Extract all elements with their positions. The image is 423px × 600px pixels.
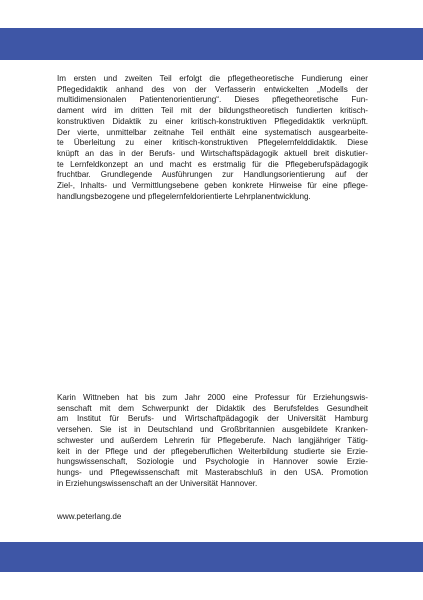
text-line: handlungsbezogene und pflegelernfeldorientierte Lehrplanentwicklung.	[57, 191, 311, 201]
author-biography	[57, 393, 368, 489]
text-line: in Erziehungswissenschaft an der Universität Hannover.	[57, 478, 258, 488]
text-line: fruchtbar. Grundlegende Ausführungen zur Handlungsorientierung auf der	[57, 170, 368, 180]
bottom-color-band	[0, 542, 423, 572]
text-line: dament wird im dritten Teil mit der bildungstheoretisch fundierten kritisch-	[57, 106, 368, 116]
text-line: te Lernfeldkonzept an und macht es erstmalig für die Pflegeberufspädagogik	[57, 159, 368, 169]
text-line: multidimensionalen Patientenorientierung“. Dieses pflegetheoretische Fun-	[57, 95, 368, 105]
text-line: hungs- und Pflegewissenschaft mit Masterabschluß in den USA. Promotion	[57, 467, 368, 477]
text-line: konstruktiven Didaktik zu einer kritisch-konstruktiven Pflegedidaktik verknüpft.	[57, 116, 368, 126]
text-line: keit in der Pflege und der pflegeberuflichen Weiterbildung studierte sie Erzie-	[57, 446, 368, 456]
text-line: hungswissenschaft, Soziologie und Psychologie in Hannover sowie Erzie-	[57, 457, 368, 467]
text-line: Pflegedidaktik anhand des von der Verfasserin entwickelten „Modells der	[57, 84, 368, 94]
text-line: Der vierte, unmittelbar zeitnahe Teil enthält eine systematisch ausgearbeite-	[57, 127, 368, 137]
text-line: senschaft mit dem Schwerpunkt der Didaktik des Berufsfeldes Gesundheit	[57, 403, 368, 413]
text-line: am Institut für Berufs- und Wirtschaftpädagogik der Universität Hamburg	[57, 414, 368, 424]
text-line: knüpft an das in der Berufs- und Wirtschaftspädagogik aktuell breit diskutier-	[57, 148, 368, 158]
text-line: Ziel-, Inhalts- und Vermittlungsebene geben konkrete Hinweise für eine pflege-	[57, 181, 368, 191]
text-line: Im ersten und zweiten Teil erfolgt die pflegetheoretische Fundierung einer	[57, 74, 368, 83]
text-line: te Überleitung zu einer kritisch-konstruktiven Pflegelernfelddidaktik. Diese	[57, 138, 368, 148]
text-line: Karin Wittneben hat bis zum Jahr 2000 eine Professur für Erziehungswis-	[57, 393, 368, 402]
publisher-url[interactable]: www.peterlang.de	[57, 512, 122, 521]
text-line: schwester und außerdem Lehrerin für Pflegeberufe. Nach langjähriger Tätig-	[57, 435, 368, 445]
description-paragraph	[57, 74, 368, 202]
top-color-band	[0, 28, 423, 60]
text-line: versehen. Sie ist in Deutschland und Großbritannien ausgebildete Kranken-	[57, 425, 368, 435]
